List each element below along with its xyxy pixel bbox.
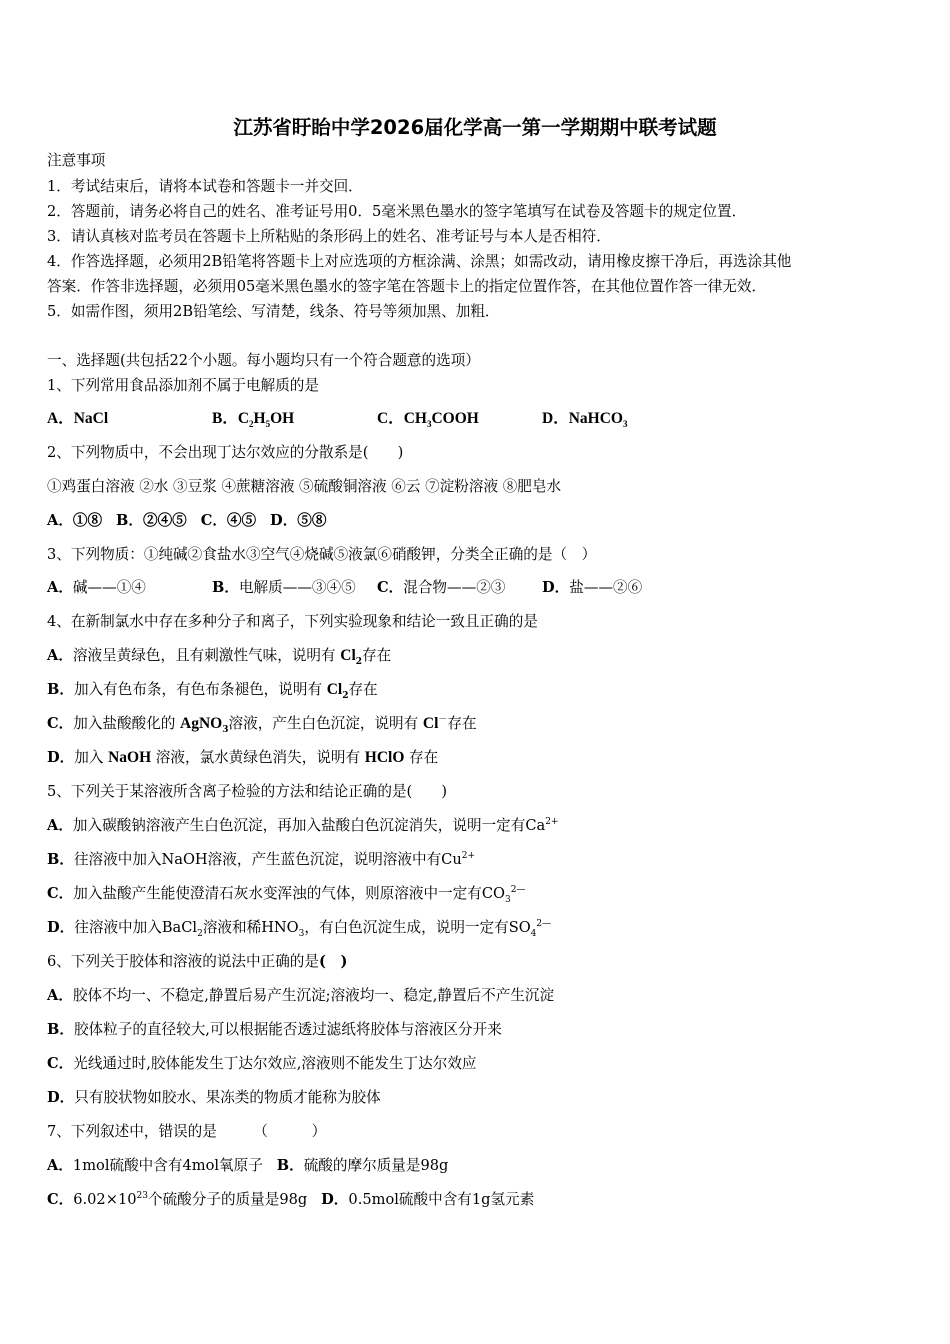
q3-option-d: D．盐——②⑥ xyxy=(542,579,643,596)
q7-option-b: B．硫酸的摩尔质量是98g xyxy=(276,1157,449,1174)
q4-option-c: C．加入盐酸酸化的 AgNO$_3$溶液，产生白色沉淀，说明有 Cl－存在 xyxy=(47,715,477,735)
q4-option-b: B．加入有色布条，有色布条褪色，说明有 $Cl_2$存在 xyxy=(47,681,378,701)
q3-stem: 3、下列物质：①纯碱②食盐水③空气④烧碱⑤液氯⑥硝酸钾，分类全正确的是（ ） xyxy=(47,546,597,563)
q3-option-a: A．碱——①④ xyxy=(47,579,146,596)
q7-option-c: C．$6.02\times 10^{23}$个硫酸分子的质量是98g xyxy=(47,1191,308,1208)
q5-stem: 5、下列关于某溶液所含离子检验的方法和结论正确的是( ) xyxy=(47,783,448,800)
notice-item-4-cont: 答案．作答非选择题，必须用05毫米黑色墨水的签字笔在答题卡上的指定位置作答，在其他位置作答一律无效． xyxy=(47,278,767,295)
notice-item-1: 1．考试结束后，请将本试卷和答题卡一并交回． xyxy=(47,178,363,195)
notice-item-2: 2．答题前，请务必将自己的姓名、准考证号用0．5毫米黑色墨水的签字笔填写在试卷及答题卡的规定位置． xyxy=(47,203,747,220)
notice-heading: 注意事项 xyxy=(47,152,106,169)
q6-option-d: D．只有胶状物如胶水、果冻类的物质才能称为胶体 xyxy=(47,1089,381,1106)
q2-option-d: D．⑤⑧ xyxy=(270,512,327,529)
q4-option-d: D．加入 NaOH 溶液，氯水黄绿色消失，说明有 HClO 存在 xyxy=(47,749,439,766)
q5-option-a: A．加入碳酸钠溶液产生白色沉淀，再加入盐酸白色沉淀消失，说明一定有$Ca^{2+}$ xyxy=(47,817,559,834)
q2-option-b: B．②④⑤ xyxy=(116,512,187,529)
q5-option-d: D．往溶液中加入BaCl$_2$溶液和稀$HNO_3$，有白色沉淀生成，说明一定有$SO_4^{2—}$ xyxy=(47,919,552,939)
q6-stem: 6、下列关于胶体和溶液的说法中正确的是( ) xyxy=(47,953,348,970)
exam-title: 江苏省盱眙中学2026届化学高一第一学期期中联考试题 xyxy=(233,116,717,139)
q5-option-b: B．往溶液中加入NaOH溶液，产生蓝色沉淀，说明溶液中有$Cu^{2+}$ xyxy=(47,851,476,868)
q3-option-c: C．混合物——②③ xyxy=(377,579,506,596)
q7-options-ab xyxy=(47,1156,448,1176)
section-heading: 一、选择题(共包括22个小题。每小题均只有一个符合题意的选项） xyxy=(47,352,480,369)
q1-option-d: D．NaHCO$_3$ xyxy=(542,410,628,430)
q5-option-c: C．加入盐酸产生能使澄清石灰水变浑浊的气体，则原溶液中一定有$CO_3^{2—}$ xyxy=(47,885,526,905)
q6-option-b: B．胶体粒子的直径较大,可以根据能否透过滤纸将胶体与溶液区分开来 xyxy=(47,1021,502,1038)
q3-option-b: B．电解质——③④⑤ xyxy=(212,579,356,596)
notice-item-3: 3．请认真核对监考员在答题卡上所粘贴的条形码上的姓名、准考证号与本人是否相符． xyxy=(47,228,611,245)
q7-option-d: D．0.5mol硫酸中含有1g氢元素 xyxy=(321,1191,535,1208)
q2-options xyxy=(47,511,327,531)
q1-stem: 1、下列常用食品添加剂不属于电解质的是 xyxy=(47,377,319,394)
q2-option-a: A．①⑧ xyxy=(47,512,103,529)
q1-option-c: C．$CH_3COOH$ xyxy=(377,410,479,430)
q7-options-cd xyxy=(47,1190,534,1210)
q4-option-a: A．溶液呈黄绿色，且有刺激性气味，说明有 $Cl_2$存在 xyxy=(47,647,392,667)
q6-option-a: A．胶体不均一、不稳定,静置后易产生沉淀;溶液均一、稳定,静置后不产生沉淀 xyxy=(47,987,555,1004)
q2-option-c: C．④⑤ xyxy=(200,512,257,529)
notice-item-5: 5．如需作图，须用2B铅笔绘、写清楚，线条、符号等须加黑、加粗． xyxy=(47,303,500,320)
q2-list: ①鸡蛋白溶液 ②水 ③豆浆 ④蔗糖溶液 ⑤硫酸铜溶液 ⑥云 ⑦淀粉溶液 ⑧肥皂水 xyxy=(47,478,562,495)
q4-stem: 4、在新制氯水中存在多种分子和离子，下列实验现象和结论一致且正确的是 xyxy=(47,613,538,630)
q2-stem: 2、下列物质中，不会出现丁达尔效应的分散系是( ) xyxy=(47,444,404,461)
q1-option-b: B．$C_2H_5OH$ xyxy=(212,410,295,430)
q7-stem: 7、下列叙述中，错误的是 （ ） xyxy=(47,1123,327,1140)
notice-item-4: 4．作答选择题，必须用2B铅笔将答题卡上对应选项的方框涂满、涂黑；如需改动，请用橡皮擦干净后，再选涂其他 xyxy=(47,253,792,270)
q7-option-a: A．1mol硫酸中含有4mol氧原子 xyxy=(47,1157,263,1174)
q6-option-c: C．光线通过时,胶体能发生丁达尔效应,溶液则不能发生丁达尔效应 xyxy=(47,1055,477,1072)
q1-option-a: A．NaCl xyxy=(47,410,109,427)
